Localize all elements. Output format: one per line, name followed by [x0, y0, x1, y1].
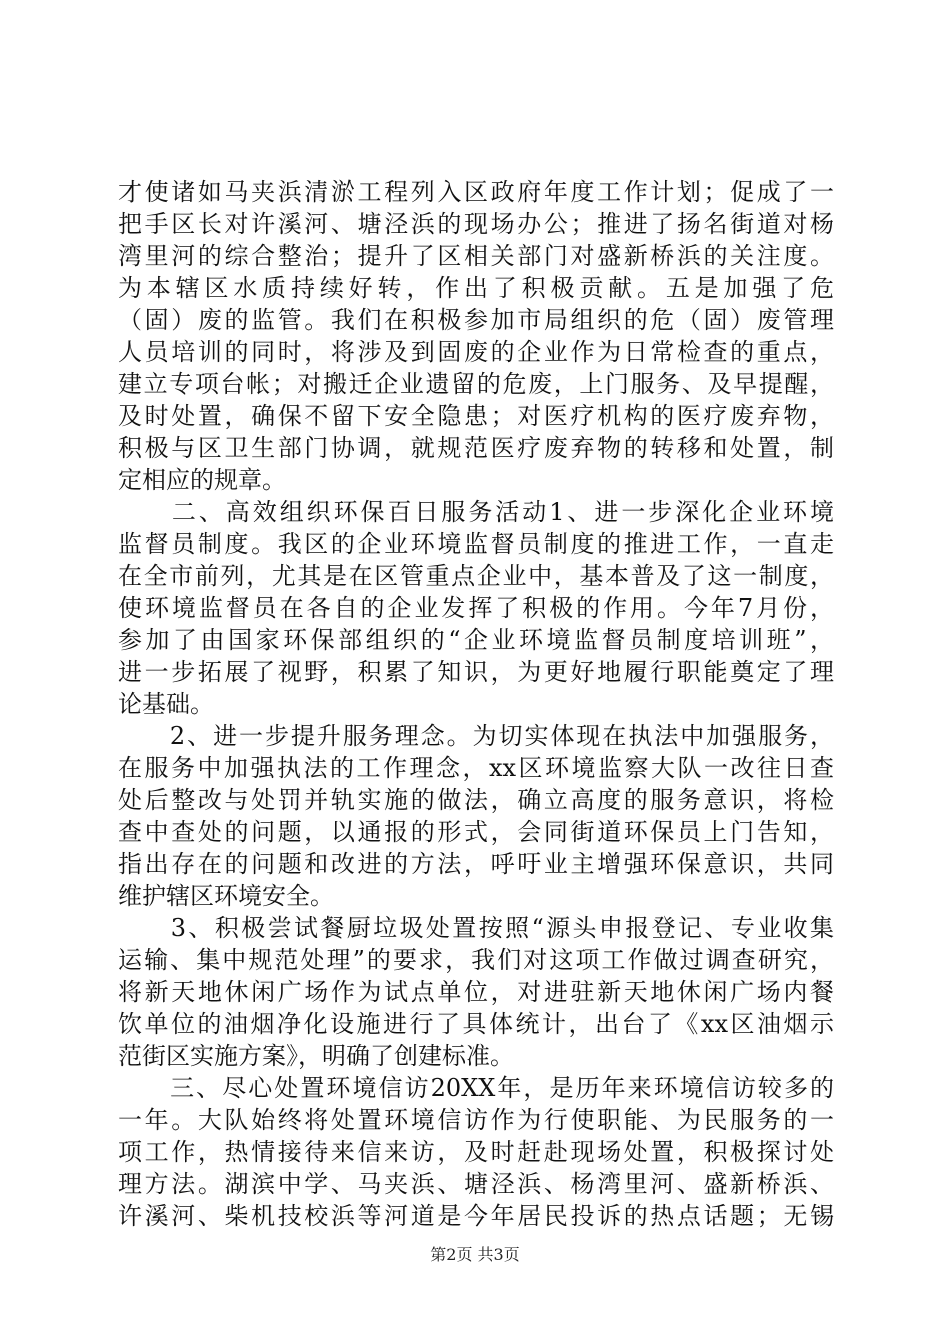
text-line: 理方法。湖滨中学、马夹浜、塘泾浜、杨湾里河、盛新桥浜、 — [118, 1170, 834, 1198]
text-line: 在全市前列，尤其是在区管重点企业中，基本普及了这一制度， — [118, 562, 834, 590]
text-line: 参加了由国家环保部组织的“企业环境监督员制度培训班”， — [118, 626, 834, 654]
text-line: 维护辖区环境安全。 — [118, 882, 334, 910]
text-line: 监督员制度。我区的企业环境监督员制度的推进工作，一直走 — [118, 530, 834, 558]
text-line: 一年。大队始终将处置环境信访作为行使职能、为民服务的一 — [118, 1106, 834, 1134]
text-line: 3、积极尝试餐厨垃圾处置按照“源头申报登记、专业收集 — [118, 914, 834, 942]
text-line: 使环境监督员在各自的企业发挥了积极的作用。今年7月份， — [118, 594, 834, 622]
text-line: 进一步拓展了视野，积累了知识，为更好地履行职能奠定了理 — [118, 658, 834, 686]
text-line: 许溪河、柴机技校浜等河道是今年居民投诉的热点话题；无锡 — [118, 1202, 834, 1230]
text-line: 把手区长对许溪河、塘泾浜的现场办公；推进了扬名街道对杨 — [118, 210, 834, 238]
text-line: 在服务中加强执法的工作理念，xx区环境监察大队一改往日查 — [118, 754, 834, 782]
text-line: 建立专项台帐；对搬迁企业遗留的危废，上门服务、及早提醒， — [118, 370, 834, 398]
text-line: 指出存在的问题和改进的方法，呼吁业主增强环保意识，共同 — [118, 850, 834, 878]
text-line: 处后整改与处罚并轨实施的做法，确立高度的服务意识，将检 — [118, 786, 834, 814]
text-line: 范街区实施方案》，明确了创建标准。 — [118, 1042, 514, 1070]
text-line: 为本辖区水质持续好转，作出了积极贡献。五是加强了危 — [118, 274, 834, 302]
text-line: 饮单位的油烟净化设施进行了具体统计，出台了《xx区油烟示 — [118, 1010, 834, 1038]
page-footer: 第2页 共3页 — [430, 1245, 520, 1264]
text-line: 运输、集中规范处理”的要求，我们对这项工作做过调查研究， — [118, 946, 834, 974]
text-line: 2、进一步提升服务理念。为切实体现在执法中加强服务， — [118, 722, 834, 750]
text-line: 积极与区卫生部门协调，就规范医疗废弃物的转移和处置，制 — [118, 434, 834, 462]
text-line: 及时处置，确保不留下安全隐患；对医疗机构的医疗废弃物， — [118, 402, 834, 430]
text-line: （固）废的监管。我们在积极参加市局组织的危（固）废管理 — [118, 306, 834, 334]
text-line: 湾里河的综合整治；提升了区相关部门对盛新桥浜的关注度。 — [118, 242, 834, 270]
text-line: 将新天地休闲广场作为试点单位，对进驻新天地休闲广场内餐 — [118, 978, 834, 1006]
text-line: 三、尽心处置环境信访20XX年，是历年来环境信访较多的 — [118, 1074, 834, 1102]
text-line: 项工作，热情接待来信来访，及时赶赴现场处置，积极探讨处 — [118, 1138, 834, 1166]
text-line: 才使诸如马夹浜清淤工程列入区政府年度工作计划；促成了一 — [118, 178, 834, 206]
text-line: 定相应的规章。 — [118, 466, 286, 494]
text-line: 人员培训的同时，将涉及到固废的企业作为日常检查的重点， — [118, 338, 834, 366]
text-line: 论基础。 — [118, 690, 214, 718]
text-line: 查中查处的问题，以通报的形式，会同街道环保员上门告知， — [118, 818, 834, 846]
document-body — [118, 176, 834, 1232]
text-line: 二、高效组织环保百日服务活动1、进一步深化企业环境 — [118, 498, 834, 526]
